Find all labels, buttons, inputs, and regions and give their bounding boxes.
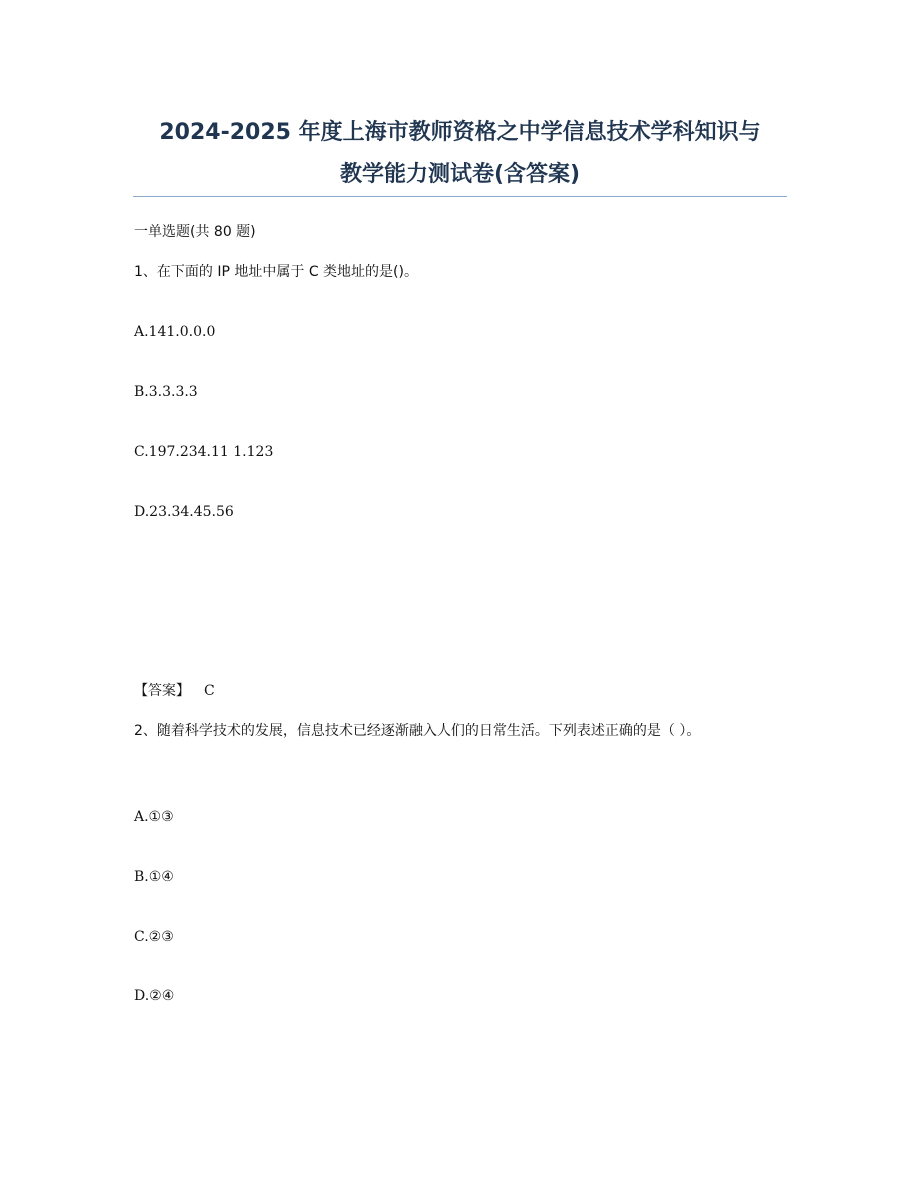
question-1-option-b: B.3.3.3.3	[134, 384, 198, 400]
question-1-option-a: A.141.0.0.0	[134, 324, 216, 340]
section-heading: 一单选题(共 80 题)	[134, 224, 256, 240]
answer-value: C	[204, 683, 215, 699]
question-1-option-c: C.197.234.11 1.123	[134, 444, 274, 460]
question-2-option-c: C.②③	[134, 929, 174, 945]
title-divider	[133, 196, 787, 197]
question-1-option-d: D.23.34.45.56	[134, 504, 234, 520]
answer-label: 【答案】	[134, 683, 190, 699]
question-1-answer	[134, 681, 215, 701]
question-1-stem: 1、在下面的 IP 地址中属于 C 类地址的是()。	[134, 264, 418, 280]
question-2-option-d: D.②④	[134, 988, 175, 1004]
question-2-stem: 2、随着科学技术的发展，信息技术已经逐渐融入人们的日常生活。下列表述正确的是（ ）。	[134, 723, 701, 739]
title-line-1: 2024-2025 年度上海市教师资格之中学信息技术学科知识与	[159, 120, 761, 145]
question-2-option-a: A.①③	[134, 809, 174, 825]
question-2-option-b: B.①④	[134, 869, 174, 885]
title-line-2: 教学能力测试卷(含答案)	[339, 162, 581, 187]
document-title	[133, 112, 787, 196]
